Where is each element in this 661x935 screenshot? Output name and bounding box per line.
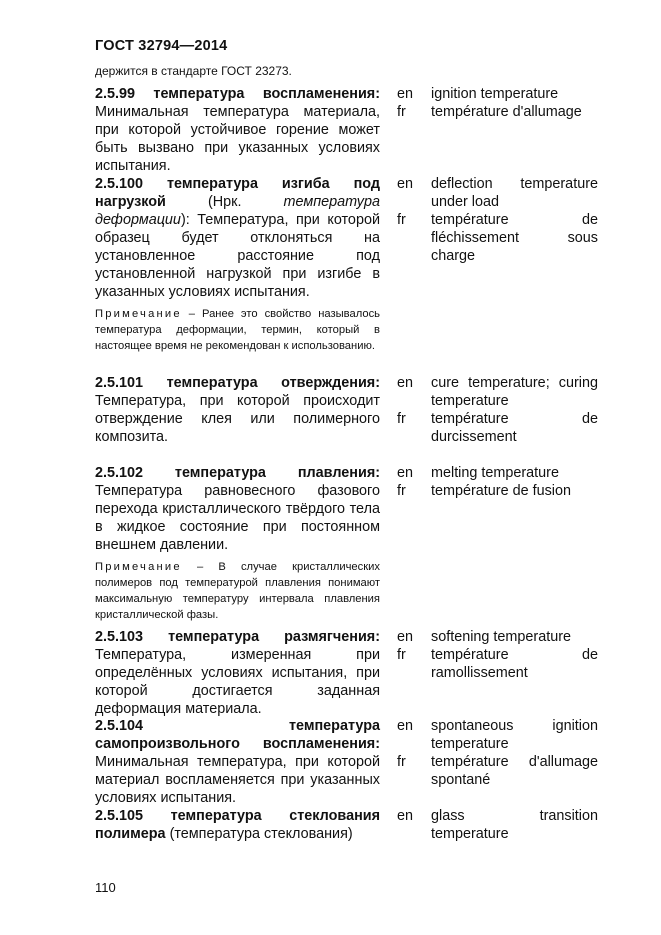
russian-definition [95,374,380,446]
spacer [397,392,421,410]
note-text: – Ранее это свойство называлось температура деформации, термин, который в настоящее время не рекомендован к использованию. [95,308,380,352]
note-text: – В случае кристаллических полимеров под температурой плавления понимают максимальную температуру интервала плавления кристаллической фазы. [95,561,380,621]
lang-code-en: en [397,718,414,734]
non-recommended-term: температура деформации [95,194,381,228]
english-equivalent: cure temperature; curing temperature [431,375,598,409]
language-codes [397,374,421,428]
term-title: температура отверждения: [166,375,380,391]
foreign-equivalents [431,717,598,789]
term-definition: Температура равновесного фазового перехода кристаллического твёрдого тела в жидкое состояние при постоянном внешнем давлении. [95,483,380,553]
french-equivalent: température de durcissement [431,411,598,445]
russian-definition [95,807,380,843]
lang-code-fr: fr [397,483,406,499]
lang-code-en: en [397,808,414,824]
term-definition: (температура стеклования) [169,826,353,842]
term-note [95,559,380,623]
term-number: 2.5.101 [95,375,144,391]
english-equivalent: melting temperature [431,465,559,481]
lang-code-fr: fr [397,411,406,427]
term-definition: Температура, при которой происходит отверждение клея или полимерного композита. [95,393,380,445]
russian-definition [95,175,380,354]
term-number: 2.5.105 [95,808,144,824]
non-recommended-close: ): [180,212,190,228]
term-title: температура плавления: [174,465,381,481]
spacer [397,193,421,211]
foreign-equivalents [431,464,598,500]
term-definition: Минимальная температура, при которой материал воспламеняется при указанных условиях испытания. [95,754,380,806]
language-codes [397,464,421,500]
foreign-equivalents [431,374,598,446]
lang-code-fr: fr [397,754,406,770]
french-equivalent: température de fléchissement sous charge [431,212,598,264]
russian-definition [95,717,380,807]
english-equivalent: glass transition temperature [431,808,598,842]
term-definition: Минимальная температура материала, при которой устойчивое горение может быть вызвано при указанных условиях испытания. [95,104,380,174]
term-note [95,306,380,354]
language-codes [397,175,421,229]
term-definition: Температура, измеренная при определённых условиях испытания, при которой достигается заданная деформация материала. [95,647,380,717]
term-number: 2.5.104 [95,718,144,734]
french-equivalent: température d'allumage spontané [431,754,598,788]
lang-code-en: en [397,375,414,391]
language-codes [397,628,421,664]
lang-code-en: en [397,629,414,645]
term-title: температура изгиба под нагрузкой [95,176,380,210]
term-definition: Температура, при которой образец будет отклоняться на установленное расстояние под установленной нагрузкой при изгибе в указанных условиях испытания. [95,212,380,300]
english-equivalent: ignition temperature [431,86,559,102]
note-label: Примечание [95,561,182,573]
term-number: 2.5.102 [95,465,144,481]
spacer [397,735,421,753]
non-recommended-open: (Нрк. [207,194,242,210]
term-number: 2.5.99 [95,86,136,102]
term-title: температура стеклования полимера [95,808,381,842]
foreign-equivalents [431,628,598,682]
russian-definition [95,85,380,175]
french-equivalent: température d'allumage [431,104,582,120]
russian-definition [95,628,380,718]
term-title: температура размягчения: [168,629,380,645]
language-codes [397,807,421,825]
lang-code-fr: fr [397,212,406,228]
page-number: 110 [95,880,116,895]
lang-code-en: en [397,86,414,102]
foreign-equivalents [431,175,598,265]
english-equivalent: softening temperature [431,629,571,645]
lang-code-fr: fr [397,104,406,120]
lang-code-en: en [397,176,414,192]
term-title: температура воспламенения: [153,86,380,102]
french-equivalent: température de fusion [431,483,571,499]
term-number: 2.5.103 [95,629,144,645]
foreign-equivalents [431,85,598,121]
lang-code-fr: fr [397,647,406,663]
language-codes [397,717,421,771]
continuation-text: держится в стандарте ГОСТ 23273. [95,64,292,78]
term-number: 2.5.100 [95,176,144,192]
note-label: Примечание [95,308,182,320]
lang-code-en: en [397,465,414,481]
language-codes [397,85,421,121]
french-equivalent: température de ramollissement [431,647,598,681]
russian-definition [95,464,380,623]
standard-header: ГОСТ 32794—2014 [95,38,228,54]
english-equivalent: deflection temperature under load [431,176,598,210]
term-title: температура самопроизвольного воспламенения: [95,718,380,752]
foreign-equivalents [431,807,598,843]
english-equivalent: spontaneous ignition temperature [431,718,598,752]
